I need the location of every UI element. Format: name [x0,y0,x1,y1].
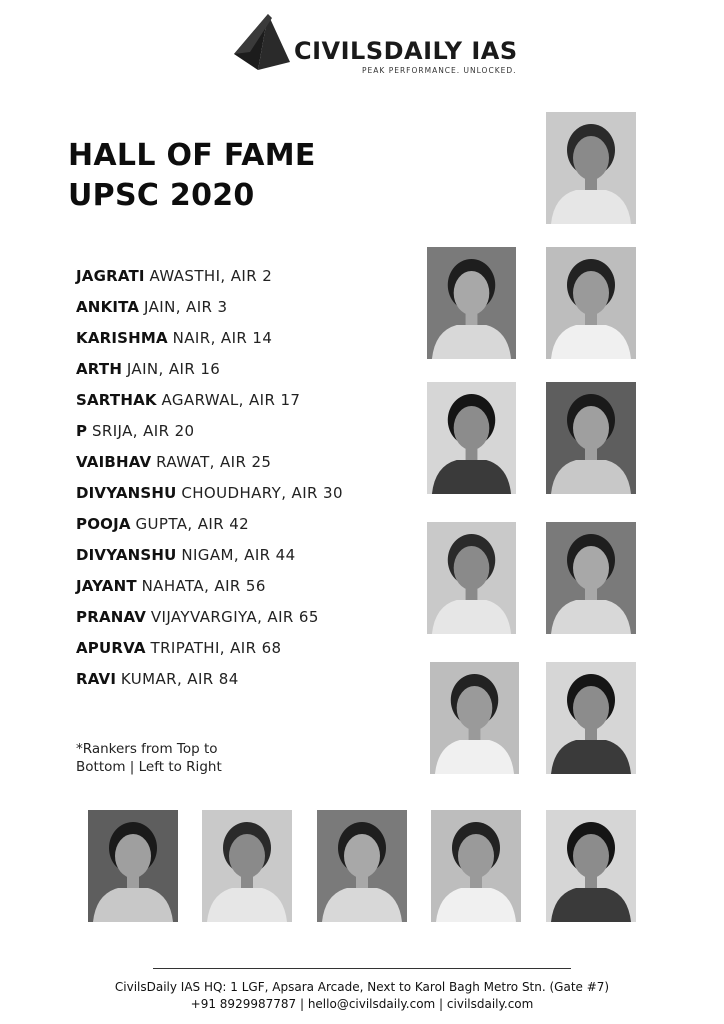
ranker-photo [317,810,407,922]
list-item [76,606,343,637]
ranker-first-name: KARISHMA [76,329,168,347]
portrait-silhouette [546,810,636,922]
ranker-details: JAIN, AIR 16 [126,360,221,378]
ranker-details: AWASTHI, AIR 2 [149,267,273,285]
list-item [76,451,343,482]
ranker-first-name: RAVI [76,670,117,688]
ranker-details: AGARWAL, AIR 17 [161,391,301,409]
list-item [76,637,343,668]
ranker-first-name: APURVA [76,639,146,657]
ranker-first-name: DIVYANSHU [76,546,177,564]
portrait-silhouette [317,810,407,922]
page-title: HALL OF FAME [68,138,316,173]
ranker-details: JAIN, AIR 3 [144,298,228,316]
ranker-photo [546,522,636,634]
ranker-first-name: DIVYANSHU [76,484,177,502]
note-line: *Rankers from Top to [76,741,218,757]
ranker-photo [427,522,516,634]
ranker-photo [546,247,636,359]
list-item [76,420,343,451]
ranker-details: RAWAT, AIR 25 [156,453,272,471]
order-note [76,740,222,776]
ranker-details: KUMAR, AIR 84 [120,670,239,688]
ranker-list [76,265,343,699]
ranker-details: GUPTA, AIR 42 [135,515,250,533]
ranker-details: NAIR, AIR 14 [172,329,273,347]
ranker-photo [546,662,636,774]
portrait-silhouette [202,810,292,922]
list-item [76,358,343,389]
portrait-silhouette [546,662,636,774]
ranker-first-name: JAGRATI [76,267,145,285]
ranker-photo [546,810,636,922]
logo-triangle-icon [228,12,290,74]
ranker-first-name: VAIBHAV [76,453,152,471]
portrait-silhouette [546,382,636,494]
ranker-first-name: PRANAV [76,608,147,626]
ranker-first-name: POOJA [76,515,131,533]
brand-logo [228,12,518,76]
ranker-details: NAHATA, AIR 56 [141,577,266,595]
footer-divider [153,968,571,969]
ranker-first-name: JAYANT [76,577,137,595]
portrait-silhouette [427,247,516,359]
ranker-photo [430,662,519,774]
list-item [76,482,343,513]
ranker-first-name: SARTHAK [76,391,157,409]
list-item [76,575,343,606]
ranker-first-name: P [76,422,88,440]
list-item [76,544,343,575]
ranker-first-name: ARTH [76,360,123,378]
brand-name: CIVILSDAILY IAS [294,37,518,65]
brand-tagline: PEAK PERFORMANCE. UNLOCKED. [362,66,517,75]
ranker-photo [427,382,516,494]
portrait-silhouette [546,112,636,224]
ranker-photo [202,810,292,922]
ranker-photo [88,810,178,922]
footer-address: CivilsDaily IAS HQ: 1 LGF, Apsara Arcade, Next to Karol Bagh Metro Stn. (Gate #7) [114,980,610,994]
portrait-silhouette [546,247,636,359]
ranker-first-name: ANKITA [76,298,140,316]
portrait-silhouette [430,662,519,774]
portrait-silhouette [427,522,516,634]
portrait-silhouette [431,810,521,922]
footer-contact: +91 8929987787 | hello@civilsdaily.com | civilsdaily.com [190,997,534,1011]
list-item [76,265,343,296]
list-item [76,668,343,699]
list-item [76,296,343,327]
note-line: Bottom | Left to Right [76,759,222,775]
portrait-silhouette [88,810,178,922]
page-subtitle: UPSC 2020 [68,178,255,213]
ranker-details: VIJAYVARGIYA, AIR 65 [150,608,319,626]
ranker-details: TRIPATHI, AIR 68 [150,639,282,657]
ranker-details: NIGAM, AIR 44 [181,546,296,564]
ranker-photo [546,382,636,494]
list-item [76,513,343,544]
ranker-details: CHOUDHARY, AIR 30 [181,484,343,502]
portrait-silhouette [546,522,636,634]
list-item [76,389,343,420]
ranker-details: SRIJA, AIR 20 [91,422,195,440]
list-item [76,327,343,358]
ranker-photo [431,810,521,922]
ranker-photo [427,247,516,359]
ranker-photo [546,112,636,224]
portrait-silhouette [427,382,516,494]
